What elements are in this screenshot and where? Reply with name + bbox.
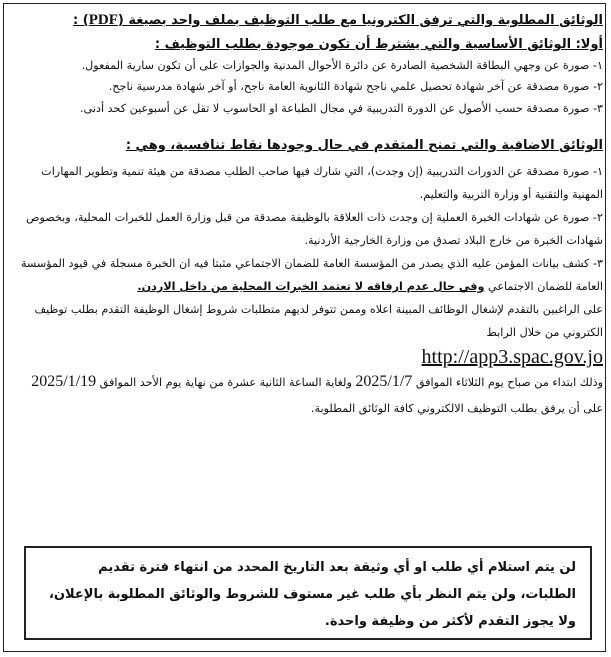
- section2-item-3: ٣- كشف بيانات المؤمن عليه الذي يصدر من المؤسسة العامة للضمان الاجتماعي مثبتا فيه ان الخبرة مسجلة في قيود المؤسسة العامة للضمان الاجتماعي وفي حال عدم ارفاقه لا تعتمد الخبرات المحلية من داخل الاردن.: [20, 257, 603, 293]
- application-instructions: على الراغبين بالتقدم لإشغال الوظائف المبينة اعلاه وممن تتوفر لديهم متطلبات شروط إشغال الوظيفة التقدم بطلب توظيف الكتروني من خلال الرابط: [34, 303, 603, 339]
- deadline-notice-box: [24, 546, 592, 640]
- application-link[interactable]: http://app3.spac.gov.jo: [421, 346, 603, 368]
- document-title: الوثائق المطلوبة والتي ترفق الكترونيا مع طلب التوظيف بملف واحد بصيغة (PDF) :: [73, 12, 603, 28]
- local-experience-warning: وفي حال عدم ارفاقه لا تعتمد الخبرات المحلية من داخل الاردن.: [137, 280, 485, 293]
- section2-item-2: ٢- صورة عن شهادات الخبرة العملية إن وجدت ذات العلاقة بالوظيفة مصدقة من قبل وزارة العمل للخبرات المحلية، وبخصوص شهادات الخبرة من خارج البلاد تصدق من وزارة الخارجية الأردنية.: [25, 211, 603, 247]
- pdf-format-label: PDF: [88, 12, 118, 28]
- section2-item-1: ١- صورة مصدقة عن الدورات التدريبية (إن وجدت)، التي شارك فيها صاحب الطلب مصدقة من هيئة تنمية وتطوير المهارات المهنية والتقنية أو وزارة التربية والتعليم.: [41, 165, 603, 201]
- section1-heading: أولا: الوثائق الأساسية والتي يشترط أن تكون موجودة بطلب التوظيف :: [154, 37, 603, 52]
- start-date: 2025/1/7: [355, 373, 413, 390]
- deadline-notice-text: لن يتم استلام أي طلب او أي وثيقة بعد التاريخ المحدد من انتهاء فترة تقديم الطلبات، ولن يتم النظر بأي طلب غير مستوف للشروط والوثائق المطلوبة بالإعلان، ولا يجوز التقدم لأكثر من وظيفة واحدة.: [48, 560, 576, 629]
- section2-heading: الوثائق الاضافية والتي تمنح المتقدم في حال وجودها نقاط تنافسية، وهي :: [125, 138, 603, 153]
- application-period: وذلك ابتداء من صباح يوم الثلاثاء الموافق 2025/1/7 ولغاية الساعة الثانية عشرة من نهاية يوم الأحد الموافق 2025/1/19 على أن يرفق بطلب التوظيف الالكتروني كافة الوثائق المطلوبة.: [31, 373, 603, 415]
- application-link-line: [8, 346, 603, 369]
- section1-item-1: ١- صورة عن وجهي البطاقة الشخصية الصادرة عن دائرة الأحوال المدنية والجوازات على أن تكون سارية المفعول.: [81, 59, 603, 72]
- announcement-body: [8, 10, 603, 422]
- section1-item-2: ٢- صورة مصدقة عن آخر شهادة تحصيل علمي ناجح شهادة الثانوية العامة ناجح، أو آخر شهادة مدرسية ناجح.: [108, 80, 603, 93]
- end-date: 2025/1/19: [31, 373, 97, 390]
- section1-item-3: ٣- صورة مصدقة حسب الأصول عن الدورة التدريبية في مجال الطباعة او الحاسوب لا تقل عن أسبوعين كحد أدنى.: [79, 102, 603, 115]
